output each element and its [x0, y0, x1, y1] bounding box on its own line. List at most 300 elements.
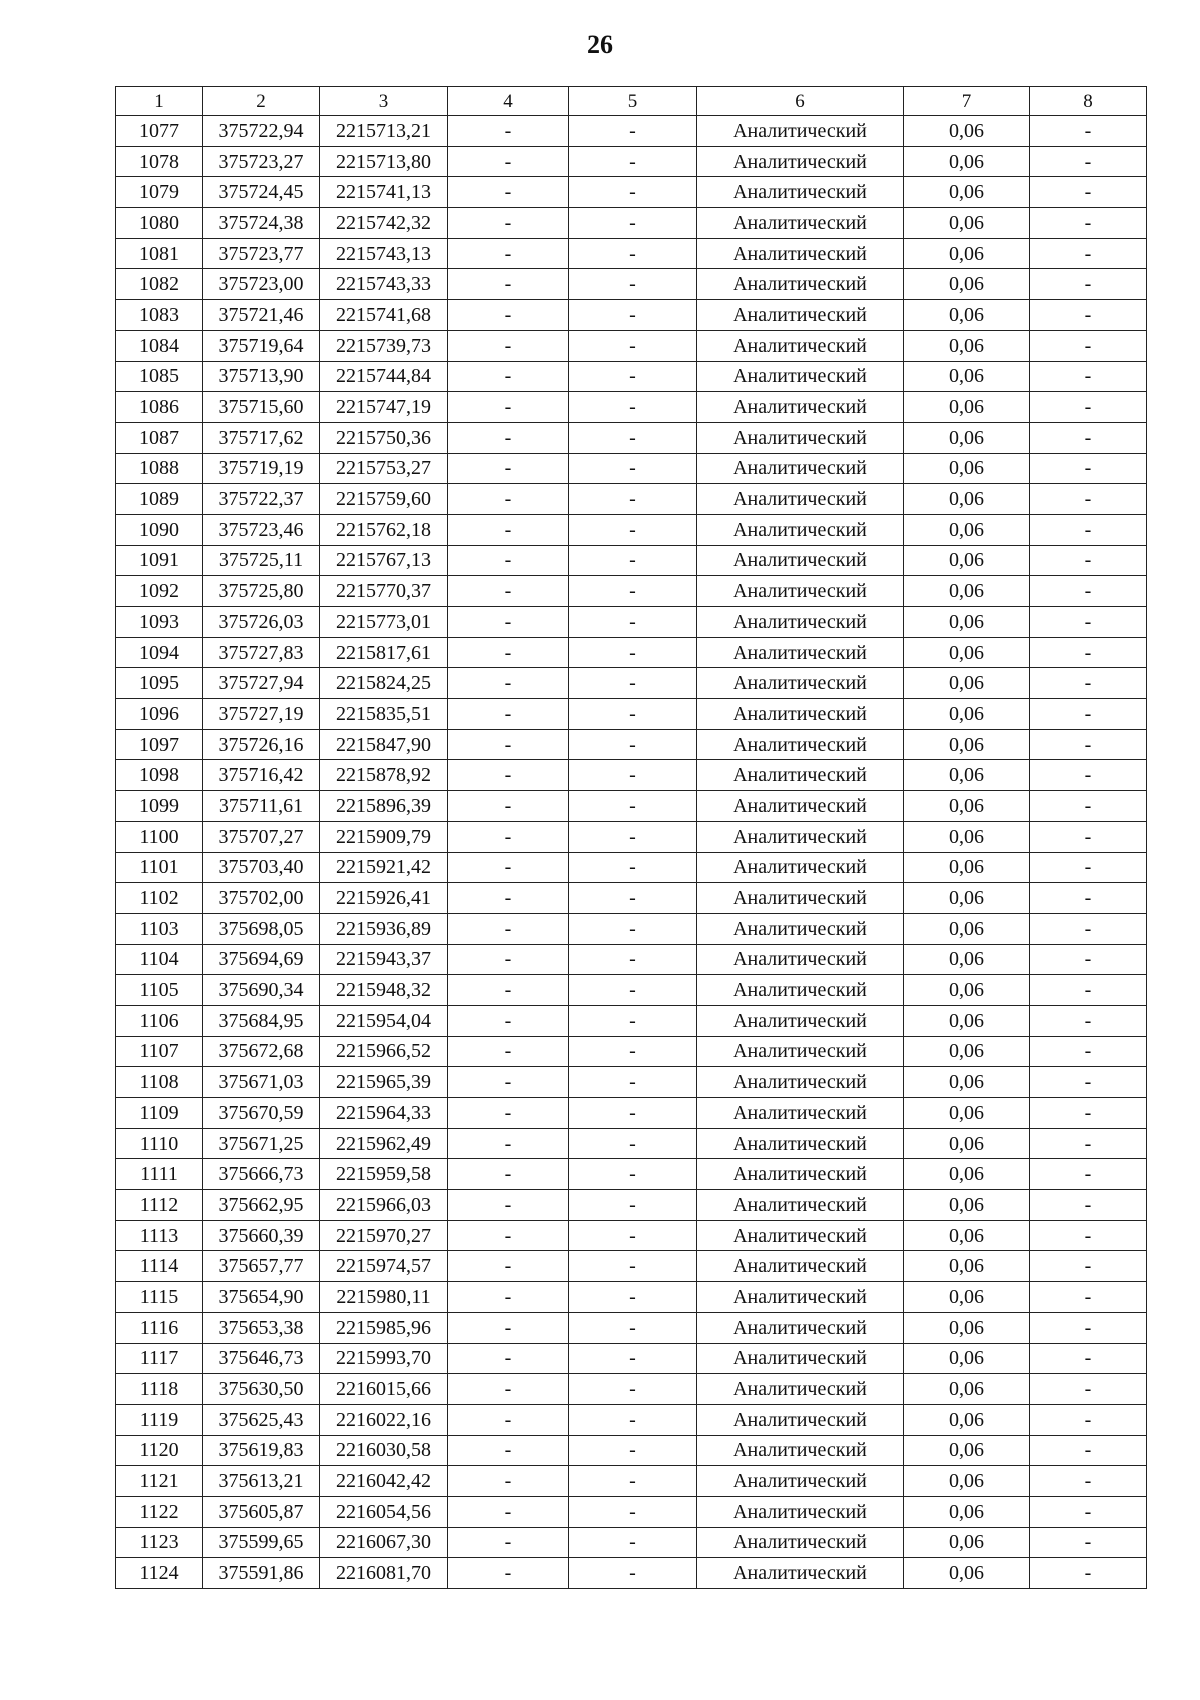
- x-coordinate-cell: 375662,95: [203, 1190, 320, 1221]
- column-8-cell: -: [1030, 791, 1147, 822]
- accuracy-cell: 0,06: [904, 422, 1030, 453]
- y-coordinate-cell: 2216042,42: [320, 1466, 448, 1497]
- coordinates-table: [115, 86, 1147, 1589]
- column-4-cell: -: [448, 146, 569, 177]
- column-4-cell: -: [448, 699, 569, 730]
- x-coordinate-cell: 375713,90: [203, 361, 320, 392]
- point-number-cell: 1081: [116, 238, 203, 269]
- table-row: [116, 208, 1147, 239]
- point-number-cell: 1096: [116, 699, 203, 730]
- method-cell: Аналитический: [697, 1282, 904, 1313]
- table-row: [116, 177, 1147, 208]
- column-8-cell: -: [1030, 1005, 1147, 1036]
- column-5-cell: -: [569, 607, 697, 638]
- y-coordinate-cell: 2215964,33: [320, 1098, 448, 1129]
- column-4-cell: -: [448, 238, 569, 269]
- method-cell: Аналитический: [697, 852, 904, 883]
- column-4-cell: -: [448, 330, 569, 361]
- accuracy-cell: 0,06: [904, 1067, 1030, 1098]
- table-row: [116, 1527, 1147, 1558]
- accuracy-cell: 0,06: [904, 944, 1030, 975]
- column-8-cell: -: [1030, 1282, 1147, 1313]
- table-row: [116, 883, 1147, 914]
- point-number-cell: 1092: [116, 576, 203, 607]
- column-4-cell: -: [448, 852, 569, 883]
- accuracy-cell: 0,06: [904, 1527, 1030, 1558]
- column-5-cell: -: [569, 1159, 697, 1190]
- table-body: [116, 116, 1147, 1589]
- x-coordinate-cell: 375719,19: [203, 453, 320, 484]
- accuracy-cell: 0,06: [904, 1558, 1030, 1589]
- table-row: [116, 1036, 1147, 1067]
- table-row: [116, 300, 1147, 331]
- y-coordinate-cell: 2216015,66: [320, 1374, 448, 1405]
- x-coordinate-cell: 375672,68: [203, 1036, 320, 1067]
- column-8-cell: -: [1030, 392, 1147, 423]
- column-header: 7: [904, 87, 1030, 116]
- point-number-cell: 1118: [116, 1374, 203, 1405]
- accuracy-cell: 0,06: [904, 1036, 1030, 1067]
- column-8-cell: -: [1030, 238, 1147, 269]
- column-4-cell: -: [448, 1159, 569, 1190]
- method-cell: Аналитический: [697, 392, 904, 423]
- column-8-cell: -: [1030, 1036, 1147, 1067]
- column-5-cell: -: [569, 1466, 697, 1497]
- method-cell: Аналитический: [697, 699, 904, 730]
- column-5-cell: -: [569, 760, 697, 791]
- column-5-cell: -: [569, 729, 697, 760]
- method-cell: Аналитический: [697, 1374, 904, 1405]
- column-4-cell: -: [448, 545, 569, 576]
- x-coordinate-cell: 375599,65: [203, 1527, 320, 1558]
- point-number-cell: 1114: [116, 1251, 203, 1282]
- table-row: [116, 514, 1147, 545]
- accuracy-cell: 0,06: [904, 1005, 1030, 1036]
- method-cell: Аналитический: [697, 453, 904, 484]
- column-4-cell: -: [448, 1067, 569, 1098]
- column-header: 3: [320, 87, 448, 116]
- column-5-cell: -: [569, 699, 697, 730]
- column-5-cell: -: [569, 361, 697, 392]
- accuracy-cell: 0,06: [904, 913, 1030, 944]
- accuracy-cell: 0,06: [904, 514, 1030, 545]
- accuracy-cell: 0,06: [904, 1128, 1030, 1159]
- point-number-cell: 1107: [116, 1036, 203, 1067]
- method-cell: Аналитический: [697, 791, 904, 822]
- x-coordinate-cell: 375716,42: [203, 760, 320, 791]
- accuracy-cell: 0,06: [904, 1312, 1030, 1343]
- column-5-cell: -: [569, 1435, 697, 1466]
- column-8-cell: -: [1030, 116, 1147, 147]
- y-coordinate-cell: 2215985,96: [320, 1312, 448, 1343]
- column-8-cell: -: [1030, 1496, 1147, 1527]
- method-cell: Аналитический: [697, 269, 904, 300]
- column-8-cell: -: [1030, 1128, 1147, 1159]
- accuracy-cell: 0,06: [904, 1190, 1030, 1221]
- x-coordinate-cell: 375671,25: [203, 1128, 320, 1159]
- y-coordinate-cell: 2215739,73: [320, 330, 448, 361]
- x-coordinate-cell: 375725,11: [203, 545, 320, 576]
- accuracy-cell: 0,06: [904, 453, 1030, 484]
- point-number-cell: 1094: [116, 637, 203, 668]
- column-4-cell: -: [448, 1435, 569, 1466]
- column-5-cell: -: [569, 146, 697, 177]
- point-number-cell: 1078: [116, 146, 203, 177]
- x-coordinate-cell: 375684,95: [203, 1005, 320, 1036]
- column-5-cell: -: [569, 1005, 697, 1036]
- y-coordinate-cell: 2215741,13: [320, 177, 448, 208]
- column-8-cell: -: [1030, 668, 1147, 699]
- column-4-cell: -: [448, 177, 569, 208]
- y-coordinate-cell: 2215753,27: [320, 453, 448, 484]
- accuracy-cell: 0,06: [904, 177, 1030, 208]
- method-cell: Аналитический: [697, 208, 904, 239]
- accuracy-cell: 0,06: [904, 668, 1030, 699]
- column-5-cell: -: [569, 821, 697, 852]
- table-row: [116, 1282, 1147, 1313]
- page-number: 26: [587, 30, 613, 59]
- table-row: [116, 361, 1147, 392]
- point-number-cell: 1120: [116, 1435, 203, 1466]
- method-cell: Аналитический: [697, 607, 904, 638]
- x-coordinate-cell: 375619,83: [203, 1435, 320, 1466]
- method-cell: Аналитический: [697, 975, 904, 1006]
- table-row: [116, 1067, 1147, 1098]
- method-cell: Аналитический: [697, 1067, 904, 1098]
- y-coordinate-cell: 2215759,60: [320, 484, 448, 515]
- point-number-cell: 1108: [116, 1067, 203, 1098]
- y-coordinate-cell: 2215744,84: [320, 361, 448, 392]
- column-5-cell: -: [569, 545, 697, 576]
- column-8-cell: -: [1030, 545, 1147, 576]
- accuracy-cell: 0,06: [904, 392, 1030, 423]
- x-coordinate-cell: 375605,87: [203, 1496, 320, 1527]
- method-cell: Аналитический: [697, 576, 904, 607]
- method-cell: Аналитический: [697, 1190, 904, 1221]
- column-8-cell: -: [1030, 514, 1147, 545]
- accuracy-cell: 0,06: [904, 1466, 1030, 1497]
- column-4-cell: -: [448, 453, 569, 484]
- y-coordinate-cell: 2215713,21: [320, 116, 448, 147]
- y-coordinate-cell: 2215943,37: [320, 944, 448, 975]
- column-4-cell: -: [448, 1005, 569, 1036]
- y-coordinate-cell: 2215980,11: [320, 1282, 448, 1313]
- table-row: [116, 330, 1147, 361]
- column-5-cell: -: [569, 392, 697, 423]
- table-row: [116, 484, 1147, 515]
- x-coordinate-cell: 375715,60: [203, 392, 320, 423]
- accuracy-cell: 0,06: [904, 1374, 1030, 1405]
- column-4-cell: -: [448, 1343, 569, 1374]
- x-coordinate-cell: 375722,94: [203, 116, 320, 147]
- table-row: [116, 668, 1147, 699]
- point-number-cell: 1117: [116, 1343, 203, 1374]
- x-coordinate-cell: 375703,40: [203, 852, 320, 883]
- accuracy-cell: 0,06: [904, 760, 1030, 791]
- column-4-cell: -: [448, 913, 569, 944]
- point-number-cell: 1103: [116, 913, 203, 944]
- table-row: [116, 1558, 1147, 1589]
- x-coordinate-cell: 375727,83: [203, 637, 320, 668]
- point-number-cell: 1087: [116, 422, 203, 453]
- y-coordinate-cell: 2216054,56: [320, 1496, 448, 1527]
- table-row: [116, 422, 1147, 453]
- column-8-cell: -: [1030, 1435, 1147, 1466]
- column-8-cell: -: [1030, 699, 1147, 730]
- column-8-cell: -: [1030, 1374, 1147, 1405]
- method-cell: Аналитический: [697, 883, 904, 914]
- column-4-cell: -: [448, 116, 569, 147]
- column-8-cell: -: [1030, 1159, 1147, 1190]
- method-cell: Аналитический: [697, 1404, 904, 1435]
- method-cell: Аналитический: [697, 300, 904, 331]
- method-cell: Аналитический: [697, 760, 904, 791]
- y-coordinate-cell: 2215817,61: [320, 637, 448, 668]
- y-coordinate-cell: 2215974,57: [320, 1251, 448, 1282]
- table-row: [116, 1343, 1147, 1374]
- point-number-cell: 1104: [116, 944, 203, 975]
- method-cell: Аналитический: [697, 545, 904, 576]
- column-4-cell: -: [448, 944, 569, 975]
- column-4-cell: -: [448, 637, 569, 668]
- column-4-cell: -: [448, 729, 569, 760]
- accuracy-cell: 0,06: [904, 821, 1030, 852]
- y-coordinate-cell: 2216081,70: [320, 1558, 448, 1589]
- method-cell: Аналитический: [697, 116, 904, 147]
- method-cell: Аналитический: [697, 484, 904, 515]
- column-8-cell: -: [1030, 913, 1147, 944]
- column-5-cell: -: [569, 1067, 697, 1098]
- column-5-cell: -: [569, 514, 697, 545]
- y-coordinate-cell: 2215743,13: [320, 238, 448, 269]
- point-number-cell: 1082: [116, 269, 203, 300]
- method-cell: Аналитический: [697, 1036, 904, 1067]
- column-5-cell: -: [569, 1343, 697, 1374]
- column-4-cell: -: [448, 392, 569, 423]
- point-number-cell: 1122: [116, 1496, 203, 1527]
- column-5-cell: -: [569, 852, 697, 883]
- column-5-cell: -: [569, 1098, 697, 1129]
- x-coordinate-cell: 375719,64: [203, 330, 320, 361]
- column-5-cell: -: [569, 1496, 697, 1527]
- column-8-cell: -: [1030, 1343, 1147, 1374]
- point-number-cell: 1086: [116, 392, 203, 423]
- table-row: [116, 821, 1147, 852]
- method-cell: Аналитический: [697, 821, 904, 852]
- column-5-cell: -: [569, 484, 697, 515]
- column-8-cell: -: [1030, 760, 1147, 791]
- column-8-cell: -: [1030, 576, 1147, 607]
- point-number-cell: 1100: [116, 821, 203, 852]
- y-coordinate-cell: 2215750,36: [320, 422, 448, 453]
- method-cell: Аналитический: [697, 1527, 904, 1558]
- accuracy-cell: 0,06: [904, 1282, 1030, 1313]
- column-4-cell: -: [448, 1496, 569, 1527]
- column-5-cell: -: [569, 116, 697, 147]
- column-4-cell: -: [448, 1190, 569, 1221]
- column-8-cell: -: [1030, 944, 1147, 975]
- point-number-cell: 1121: [116, 1466, 203, 1497]
- table-row: [116, 1496, 1147, 1527]
- column-5-cell: -: [569, 1190, 697, 1221]
- accuracy-cell: 0,06: [904, 330, 1030, 361]
- column-4-cell: -: [448, 1558, 569, 1589]
- table-row: [116, 576, 1147, 607]
- point-number-cell: 1093: [116, 607, 203, 638]
- point-number-cell: 1105: [116, 975, 203, 1006]
- column-4-cell: -: [448, 300, 569, 331]
- y-coordinate-cell: 2215926,41: [320, 883, 448, 914]
- table-header-row: [116, 87, 1147, 116]
- column-8-cell: -: [1030, 300, 1147, 331]
- point-number-cell: 1098: [116, 760, 203, 791]
- method-cell: Аналитический: [697, 637, 904, 668]
- y-coordinate-cell: 2215773,01: [320, 607, 448, 638]
- point-number-cell: 1085: [116, 361, 203, 392]
- column-4-cell: -: [448, 576, 569, 607]
- x-coordinate-cell: 375646,73: [203, 1343, 320, 1374]
- point-number-cell: 1099: [116, 791, 203, 822]
- y-coordinate-cell: 2215743,33: [320, 269, 448, 300]
- method-cell: Аналитический: [697, 1558, 904, 1589]
- accuracy-cell: 0,06: [904, 607, 1030, 638]
- column-8-cell: -: [1030, 361, 1147, 392]
- y-coordinate-cell: 2215824,25: [320, 668, 448, 699]
- accuracy-cell: 0,06: [904, 1404, 1030, 1435]
- table-row: [116, 944, 1147, 975]
- y-coordinate-cell: 2215965,39: [320, 1067, 448, 1098]
- method-cell: Аналитический: [697, 1128, 904, 1159]
- method-cell: Аналитический: [697, 361, 904, 392]
- column-5-cell: -: [569, 453, 697, 484]
- column-4-cell: -: [448, 668, 569, 699]
- method-cell: Аналитический: [697, 1159, 904, 1190]
- x-coordinate-cell: 375653,38: [203, 1312, 320, 1343]
- point-number-cell: 1101: [116, 852, 203, 883]
- x-coordinate-cell: 375670,59: [203, 1098, 320, 1129]
- table-row: [116, 146, 1147, 177]
- column-8-cell: -: [1030, 177, 1147, 208]
- x-coordinate-cell: 375660,39: [203, 1220, 320, 1251]
- point-number-cell: 1090: [116, 514, 203, 545]
- x-coordinate-cell: 375723,00: [203, 269, 320, 300]
- column-8-cell: -: [1030, 208, 1147, 239]
- y-coordinate-cell: 2215966,03: [320, 1190, 448, 1221]
- column-4-cell: -: [448, 514, 569, 545]
- method-cell: Аналитический: [697, 330, 904, 361]
- method-cell: Аналитический: [697, 668, 904, 699]
- x-coordinate-cell: 375717,62: [203, 422, 320, 453]
- table-row: [116, 453, 1147, 484]
- point-number-cell: 1119: [116, 1404, 203, 1435]
- x-coordinate-cell: 375724,45: [203, 177, 320, 208]
- x-coordinate-cell: 375723,27: [203, 146, 320, 177]
- method-cell: Аналитический: [697, 1251, 904, 1282]
- x-coordinate-cell: 375630,50: [203, 1374, 320, 1405]
- table-row: [116, 699, 1147, 730]
- point-number-cell: 1110: [116, 1128, 203, 1159]
- y-coordinate-cell: 2215966,52: [320, 1036, 448, 1067]
- accuracy-cell: 0,06: [904, 1098, 1030, 1129]
- y-coordinate-cell: 2215741,68: [320, 300, 448, 331]
- point-number-cell: 1109: [116, 1098, 203, 1129]
- column-5-cell: -: [569, 238, 697, 269]
- method-cell: Аналитический: [697, 422, 904, 453]
- table-row: [116, 637, 1147, 668]
- y-coordinate-cell: 2215959,58: [320, 1159, 448, 1190]
- x-coordinate-cell: 375721,46: [203, 300, 320, 331]
- table-row: [116, 975, 1147, 1006]
- point-number-cell: 1111: [116, 1159, 203, 1190]
- column-8-cell: -: [1030, 1312, 1147, 1343]
- column-4-cell: -: [448, 269, 569, 300]
- column-8-cell: -: [1030, 1404, 1147, 1435]
- table-row: [116, 116, 1147, 147]
- column-8-cell: -: [1030, 146, 1147, 177]
- point-number-cell: 1115: [116, 1282, 203, 1313]
- x-coordinate-cell: 375723,77: [203, 238, 320, 269]
- table-row: [116, 1128, 1147, 1159]
- column-8-cell: -: [1030, 1190, 1147, 1221]
- table-row: [116, 852, 1147, 883]
- x-coordinate-cell: 375727,19: [203, 699, 320, 730]
- y-coordinate-cell: 2215954,04: [320, 1005, 448, 1036]
- table-row: [116, 607, 1147, 638]
- column-8-cell: -: [1030, 1220, 1147, 1251]
- method-cell: Аналитический: [697, 913, 904, 944]
- method-cell: Аналитический: [697, 1098, 904, 1129]
- point-number-cell: 1091: [116, 545, 203, 576]
- column-4-cell: -: [448, 1128, 569, 1159]
- y-coordinate-cell: 2215970,27: [320, 1220, 448, 1251]
- y-coordinate-cell: 2215762,18: [320, 514, 448, 545]
- x-coordinate-cell: 375698,05: [203, 913, 320, 944]
- column-5-cell: -: [569, 1220, 697, 1251]
- column-4-cell: -: [448, 1220, 569, 1251]
- column-8-cell: -: [1030, 1098, 1147, 1129]
- y-coordinate-cell: 2216067,30: [320, 1527, 448, 1558]
- x-coordinate-cell: 375613,21: [203, 1466, 320, 1497]
- y-coordinate-cell: 2216030,58: [320, 1435, 448, 1466]
- accuracy-cell: 0,06: [904, 729, 1030, 760]
- method-cell: Аналитический: [697, 1220, 904, 1251]
- accuracy-cell: 0,06: [904, 852, 1030, 883]
- column-4-cell: -: [448, 1282, 569, 1313]
- table-row: [116, 760, 1147, 791]
- x-coordinate-cell: 375707,27: [203, 821, 320, 852]
- column-4-cell: -: [448, 1251, 569, 1282]
- point-number-cell: 1077: [116, 116, 203, 147]
- point-number-cell: 1112: [116, 1190, 203, 1221]
- point-number-cell: 1106: [116, 1005, 203, 1036]
- column-4-cell: -: [448, 1404, 569, 1435]
- column-4-cell: -: [448, 1374, 569, 1405]
- y-coordinate-cell: 2215747,19: [320, 392, 448, 423]
- accuracy-cell: 0,06: [904, 1496, 1030, 1527]
- column-4-cell: -: [448, 760, 569, 791]
- method-cell: Аналитический: [697, 1496, 904, 1527]
- column-8-cell: -: [1030, 1067, 1147, 1098]
- column-8-cell: -: [1030, 453, 1147, 484]
- method-cell: Аналитический: [697, 1343, 904, 1374]
- column-4-cell: -: [448, 1312, 569, 1343]
- x-coordinate-cell: 375666,73: [203, 1159, 320, 1190]
- column-4-cell: -: [448, 484, 569, 515]
- accuracy-cell: 0,06: [904, 699, 1030, 730]
- method-cell: Аналитический: [697, 1005, 904, 1036]
- column-8-cell: -: [1030, 484, 1147, 515]
- y-coordinate-cell: 2215962,49: [320, 1128, 448, 1159]
